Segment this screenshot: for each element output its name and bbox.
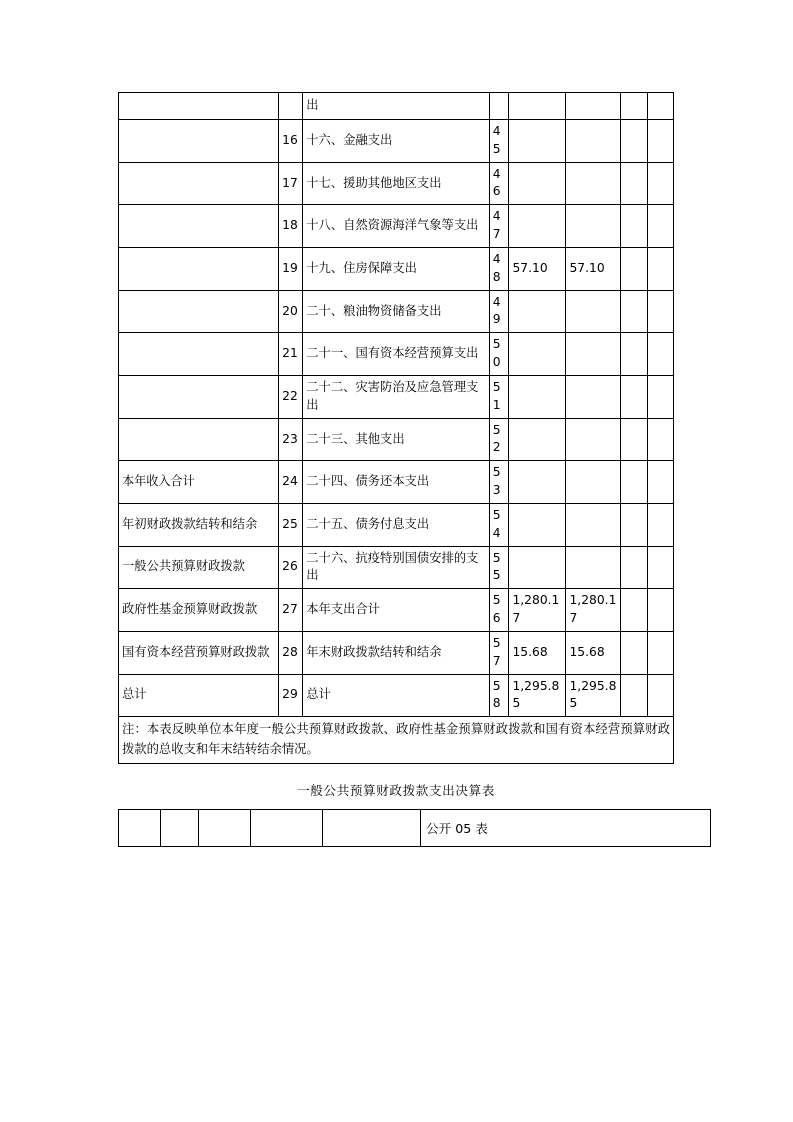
row-left-no: 23: [279, 418, 303, 461]
row-item-no: 45: [489, 120, 509, 163]
row-value-4: [647, 290, 673, 333]
row-value-1: 15.68: [509, 631, 566, 674]
row-item-no: 49: [489, 290, 509, 333]
row-item-label: 二十五、债务付息支出: [303, 503, 489, 546]
table-row: [119, 546, 674, 589]
table-row: [119, 290, 674, 333]
financial-table-body: [119, 93, 674, 764]
row-left-label: [119, 120, 279, 163]
row-left-label: [119, 247, 279, 290]
table-row: [119, 247, 674, 290]
table-row: [119, 93, 674, 120]
row-item-label: 二十三、其他支出: [303, 418, 489, 461]
row-value-3: [621, 461, 647, 504]
row-value-2: [566, 205, 621, 248]
header-table-row: [119, 809, 711, 846]
row-value-4: [647, 247, 673, 290]
row-left-label: 一般公共预算财政拨款: [119, 546, 279, 589]
row-value-2: 15.68: [566, 631, 621, 674]
row-left-no: 22: [279, 375, 303, 418]
header-cell-2: [161, 809, 199, 846]
row-item-no: 57: [489, 631, 509, 674]
row-value-2: [566, 93, 621, 120]
row-left-no: 26: [279, 546, 303, 589]
row-value-2: [566, 503, 621, 546]
row-value-1: 1,280.17: [509, 589, 566, 632]
row-value-3: [621, 333, 647, 376]
row-item-label: 二十一、国有资本经营预算支出: [303, 333, 489, 376]
row-value-3: [621, 631, 647, 674]
row-value-4: [647, 546, 673, 589]
row-item-label: 二十、粮油物资储备支出: [303, 290, 489, 333]
row-value-1: [509, 205, 566, 248]
table-row: [119, 120, 674, 163]
table-row: [119, 418, 674, 461]
row-item-no: 52: [489, 418, 509, 461]
row-item-no: 54: [489, 503, 509, 546]
row-left-label: 国有资本经营预算财政拨款: [119, 631, 279, 674]
row-item-label: 二十二、灾害防治及应急管理支出: [303, 375, 489, 418]
row-value-4: [647, 162, 673, 205]
row-value-4: [647, 503, 673, 546]
row-item-label: 出: [303, 93, 489, 120]
row-item-label: 十九、住房保障支出: [303, 247, 489, 290]
row-value-1: [509, 418, 566, 461]
row-item-label: 二十六、抗疫特别国债安排的支出: [303, 546, 489, 589]
row-value-2: [566, 333, 621, 376]
row-value-1: [509, 333, 566, 376]
row-left-no: 29: [279, 674, 303, 717]
row-value-2: [566, 461, 621, 504]
table-row: [119, 503, 674, 546]
header-cell-3: [199, 809, 251, 846]
row-value-1: [509, 546, 566, 589]
row-left-label: 年初财政拨款结转和结余: [119, 503, 279, 546]
row-value-1: 1,295.85: [509, 674, 566, 717]
row-value-4: [647, 674, 673, 717]
row-value-3: [621, 93, 647, 120]
row-left-no: 21: [279, 333, 303, 376]
row-value-3: [621, 162, 647, 205]
row-value-2: [566, 290, 621, 333]
row-value-1: [509, 461, 566, 504]
row-left-label: [119, 333, 279, 376]
row-item-no: [489, 93, 509, 120]
row-item-label: 本年支出合计: [303, 589, 489, 632]
row-left-no: 24: [279, 461, 303, 504]
row-item-label: 十八、自然资源海洋气象等支出: [303, 205, 489, 248]
row-value-1: [509, 290, 566, 333]
row-value-2: [566, 418, 621, 461]
row-left-no: 19: [279, 247, 303, 290]
row-value-1: [509, 375, 566, 418]
row-item-no: 58: [489, 674, 509, 717]
header-table: [118, 809, 711, 847]
row-value-4: [647, 333, 673, 376]
row-value-1: [509, 162, 566, 205]
row-value-1: [509, 120, 566, 163]
row-value-4: [647, 418, 673, 461]
row-left-no: 20: [279, 290, 303, 333]
table-row: [119, 333, 674, 376]
row-value-4: [647, 93, 673, 120]
row-left-no: 18: [279, 205, 303, 248]
row-item-no: 55: [489, 546, 509, 589]
row-item-label: 二十四、债务还本支出: [303, 461, 489, 504]
row-value-4: [647, 631, 673, 674]
section-title: 一般公共预算财政拨款支出决算表: [297, 782, 495, 798]
row-left-label: [119, 93, 279, 120]
table-row: [119, 589, 674, 632]
row-value-1: 57.10: [509, 247, 566, 290]
row-left-no: 16: [279, 120, 303, 163]
row-item-label: 十七、援助其他地区支出: [303, 162, 489, 205]
row-left-label: [119, 205, 279, 248]
header-cell-5: [323, 809, 421, 846]
row-value-3: [621, 375, 647, 418]
header-cell-4: [251, 809, 323, 846]
row-value-2: [566, 375, 621, 418]
financial-table: [118, 92, 674, 764]
row-left-no: [279, 93, 303, 120]
row-item-no: 53: [489, 461, 509, 504]
row-value-2: [566, 546, 621, 589]
row-left-label: 政府性基金预算财政拨款: [119, 589, 279, 632]
row-item-label: 年末财政拨款结转和结余: [303, 631, 489, 674]
row-left-label: 本年收入合计: [119, 461, 279, 504]
table-row: [119, 162, 674, 205]
row-value-3: [621, 546, 647, 589]
row-value-3: [621, 674, 647, 717]
row-value-4: [647, 205, 673, 248]
row-item-no: 56: [489, 589, 509, 632]
row-item-label: 总计: [303, 674, 489, 717]
row-value-4: [647, 375, 673, 418]
table-row: [119, 631, 674, 674]
row-value-2: 57.10: [566, 247, 621, 290]
row-left-no: 28: [279, 631, 303, 674]
row-left-label: [119, 162, 279, 205]
row-value-3: [621, 418, 647, 461]
row-value-3: [621, 589, 647, 632]
table-row: [119, 375, 674, 418]
row-left-label: [119, 290, 279, 333]
table-row: [119, 205, 674, 248]
row-value-2: [566, 162, 621, 205]
row-left-label: [119, 418, 279, 461]
row-left-no: 17: [279, 162, 303, 205]
row-item-no: 51: [489, 375, 509, 418]
row-item-label: 十六、金融支出: [303, 120, 489, 163]
header-cell-1: [119, 809, 161, 846]
row-value-4: [647, 120, 673, 163]
row-value-2: 1,280.17: [566, 589, 621, 632]
row-item-no: 46: [489, 162, 509, 205]
table-note: 注：本表反映单位本年度一般公共预算财政拨款、政府性基金预算财政拨款和国有资本经营预算财政拨款的总收支和年末结转结余情况。: [119, 717, 674, 763]
row-left-label: 总计: [119, 674, 279, 717]
header-cell-form-number: 公开 05 表: [421, 809, 711, 846]
row-item-no: 47: [489, 205, 509, 248]
row-value-1: [509, 93, 566, 120]
row-value-2: 1,295.85: [566, 674, 621, 717]
row-value-2: [566, 120, 621, 163]
row-value-3: [621, 503, 647, 546]
table-row: [119, 461, 674, 504]
document-body: [118, 92, 674, 847]
row-left-no: 25: [279, 503, 303, 546]
row-value-3: [621, 120, 647, 163]
row-item-no: 48: [489, 247, 509, 290]
row-value-3: [621, 205, 647, 248]
row-left-label: [119, 375, 279, 418]
table-row: [119, 674, 674, 717]
row-value-3: [621, 247, 647, 290]
row-left-no: 27: [279, 589, 303, 632]
row-value-3: [621, 290, 647, 333]
row-value-4: [647, 461, 673, 504]
row-value-1: [509, 503, 566, 546]
row-value-4: [647, 589, 673, 632]
table-note-row: [119, 717, 674, 763]
row-item-no: 50: [489, 333, 509, 376]
